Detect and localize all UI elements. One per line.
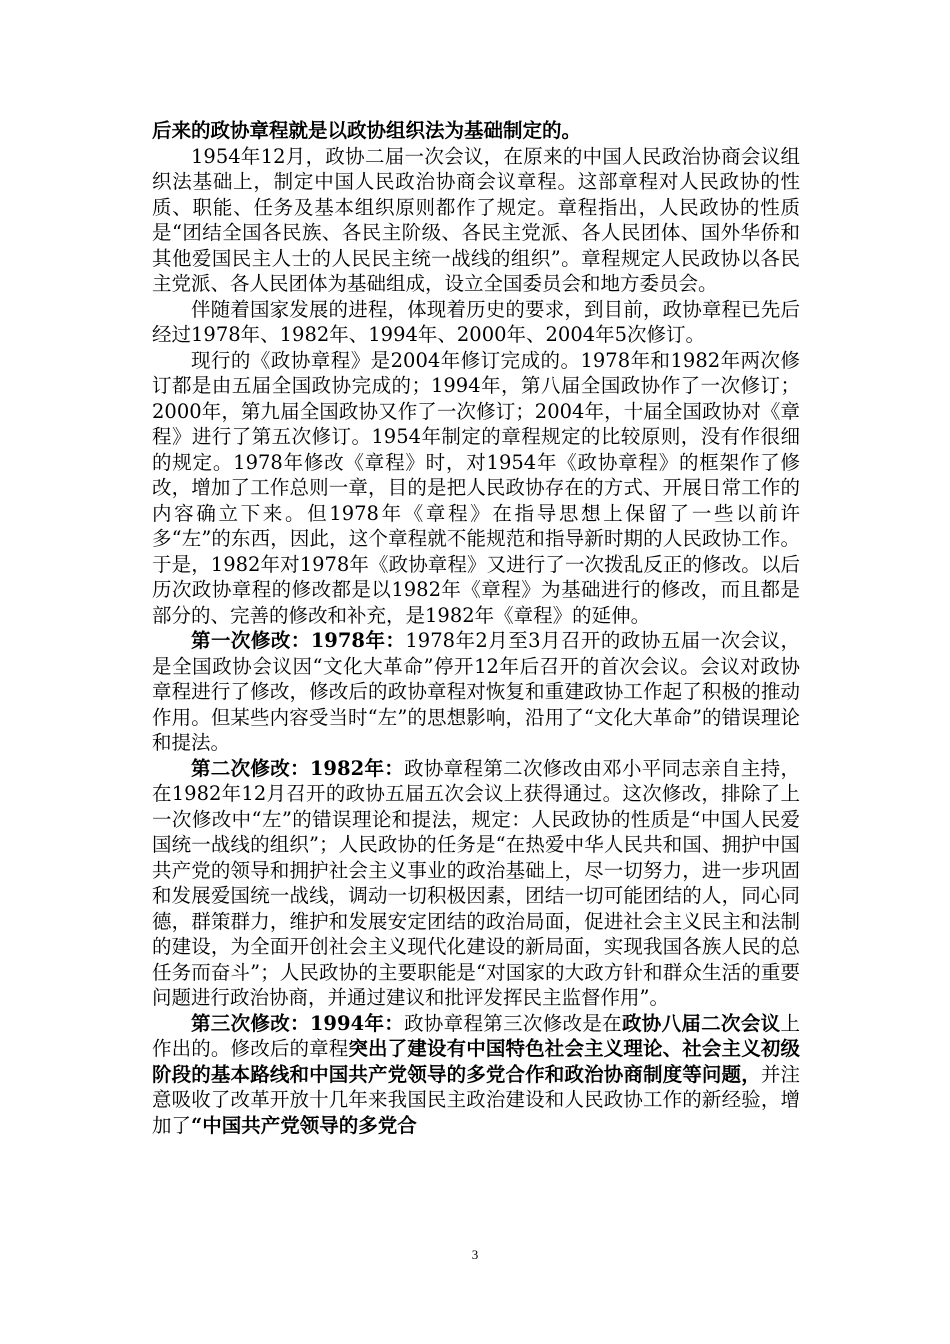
bold-phrase: 突出了建设有中国特色社会主义理论、社会主义初级阶段的基本路线和中国共产党领导的多党合作和政治协商制度等问题， <box>152 1037 800 1086</box>
intro-bold-text: 后来的政协章程就是以政协组织法为基础制定的。 <box>152 119 582 142</box>
paragraph-text: 并注意吸收了改革开放十几年来我国民主政治建设和人民政协工作的新经验，增加了 <box>152 1062 800 1137</box>
bold-phrase: 政协八届二次会议 <box>621 1011 781 1035</box>
bold-phrase: “中国共产党领导的多党合 <box>191 1113 417 1137</box>
second-revision-heading: 第二次修改：1982年： <box>191 756 405 780</box>
page-number: 3 <box>471 1247 479 1262</box>
paragraph-text: 伴随着国家发展的进程，体现着历史的要求，到目前，政协章程已先后经过1978年、1982年、1994年、2000年、2004年5次修订。 <box>152 297 800 346</box>
paragraph-third-revision <box>152 1011 800 1139</box>
paragraph-text: 1978年2月至3月召开的政协五届一次会议，是全国政协会议因“文化大革命”停开12年后召开的首次会议。会议对政协章程进行了修改，修改后的政协章程对恢复和重建政协工作起了积极的推动作用。但某些内容受当时“左”的思想影响，沿用了“文化大革命”的错误理论和提法。 <box>152 629 800 754</box>
paragraph-intro <box>152 118 800 144</box>
paragraph-1954-charter <box>152 144 800 297</box>
first-revision-heading: 第一次修改：1978年： <box>191 629 406 652</box>
paragraph-revisions-overview <box>152 297 800 348</box>
paragraph-first-revision <box>152 628 800 756</box>
paragraph-text: 现行的《政协章程》是2004年修订完成的。1978年和1982年两次修订都是由五届全国政协完成的；1994年，第八届全国政协作了一次修订；2000年，第九届全国政协又作了一次修订；2004年，十届全国政协对《章程》进行了第五次修订。1954年制定的章程规定的比较原则，没有作很细的规定。1978年修改《章程》时，对1954年《政协章程》的框架作了修改，增加了工作总则一章，目的是把人民政协存在的方式、开展日常工作的内容确立下来。但1978年《章程》在指导思想上保留了一些以前许多“左”的东西，因此，这个章程就不能规范和指导新时期的人民政协工作。于是，1982年对1978年《政协章程》又进行了一次拨乱反正的修改。以后历次政协章程的修改都是以1982年《章程》为基础进行的修改，而且都是部分的、完善的修改和补充，是1982年《章程》的延伸。 <box>152 348 800 627</box>
paragraph-text: 政协章程第三次修改是在 <box>404 1011 622 1035</box>
paragraph-text: 1954年12月，政协二届一次会议，在原来的中国人民政治协商会议组织法基础上，制定中国人民政治协商会议章程。这部章程对人民政协的性质、职能、任务及基本组织原则都作了规定。章程指出，人民政协的性质是“团结全国各民族、各民主阶级、各民主党派、各人民团体、国外华侨和其他爱国民主人士的人民民主统一战线的组织”。章程规定人民政协以各民主党派、各人民团体为基础组成，设立全国委员会和地方委员会。 <box>152 144 800 295</box>
paragraph-text: 上作出的。修改后的章程 <box>152 1011 800 1060</box>
paragraph-second-revision <box>152 756 800 1011</box>
paragraph-text: 政协章程第二次修改由邓小平同志亲自主持，在1982年12月召开的政协五届五次会议上获得通过。这次修改，排除了上一次修改中“左”的错误理论和提法，规定：人民政协的性质是“中国人民爱国统一战线的组织”；人民政协的任务是“在热爱中华人民共和国、拥护中国共产党的领导和拥护社会主义事业的政治基础上，尽一切努力，进一步巩固和发展爱国统一战线，调动一切积极因素，团结一切可能团结的人，同心同德，群策群力，维护和发展安定团结的政治局面，促进社会主义民主和法制的建设，为全面开创社会主义现代化建设的新局面，实现我国各族人民的总任务而奋斗”；人民政协的主要职能是“对国家的大政方针和群众生活的重要问题进行政治协商，并通过建议和批评发挥民主监督作用”。 <box>152 756 800 1009</box>
paragraph-current-charter <box>152 348 800 629</box>
third-revision-heading: 第三次修改：1994年： <box>191 1011 405 1035</box>
document-body <box>152 118 800 1138</box>
